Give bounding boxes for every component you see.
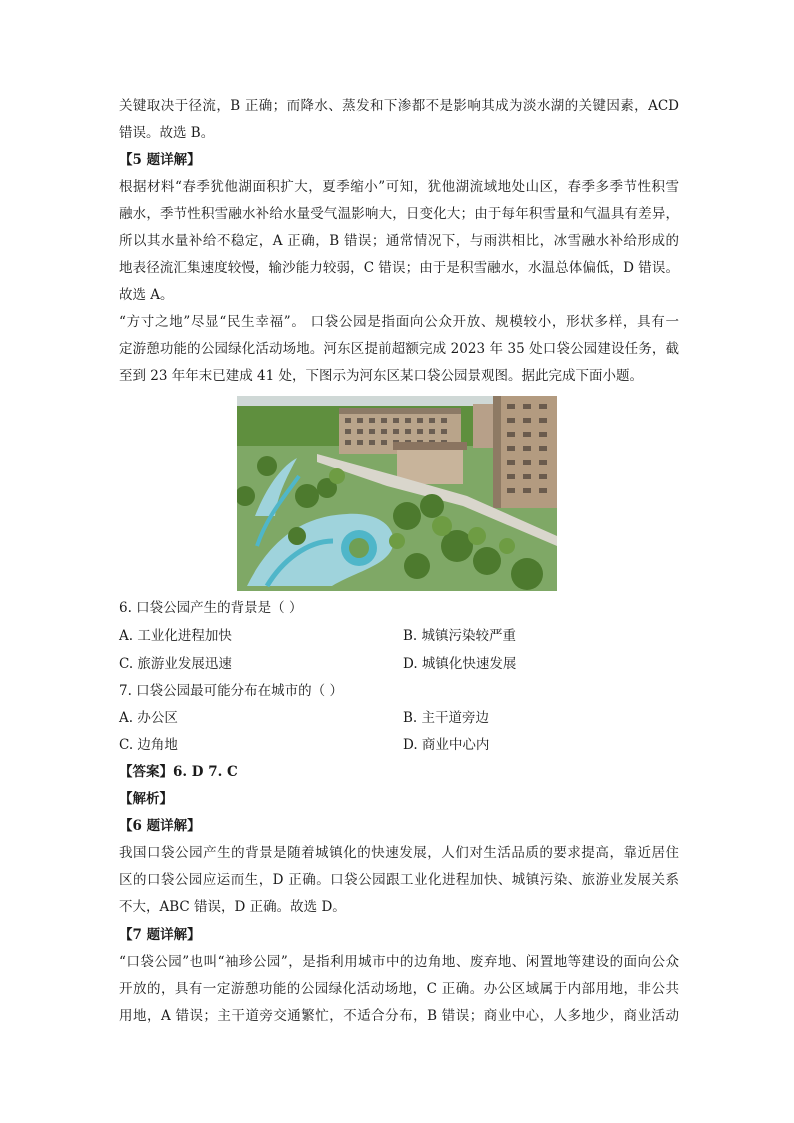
- answer-line: 【答案】6. D 7. C: [119, 764, 238, 780]
- section-heading-6: 【6 题详解】: [119, 818, 201, 834]
- question-6: 6. 口袋公园产生的背景是（ ）: [119, 600, 303, 616]
- option-7d: D. 商业中心内: [403, 737, 490, 753]
- text-line: 不大，ABC 错误，D 正确。故选 D。: [119, 899, 346, 915]
- text-line: 所以其水量补给不稳定，A 正确，B 错误；通常情况下，与雨洪相比，冰雪融水补给形成的: [119, 233, 679, 249]
- text-line: 关键取决于径流，B 正确；而降水、蒸发和下渗都不是影响其成为淡水湖的关键因素，ACD: [119, 98, 679, 114]
- text-line: “口袋公园”也叫“袖珍公园”，是指利用城市中的边角地、废弃地、闲置地等建设的面向公众: [119, 954, 679, 970]
- section-heading-5: 【5 题详解】: [119, 152, 201, 168]
- text-line: 定游憩功能的公园绿化活动场地。河东区提前超额完成 2023 年 35 处口袋公园建设任务，截: [119, 341, 679, 357]
- text-line: 故选 A。: [119, 287, 174, 303]
- question-7: 7. 口袋公园最可能分布在城市的（ ）: [119, 683, 343, 699]
- text-line: “方寸之地”尽显“民生幸福”。 口袋公园是指面向公众开放、规模较小，形状多样，具有一: [119, 314, 679, 330]
- text-line: 区的口袋公园应运而生，D 正确。口袋公园跟工业化进程加快、城镇污染、旅游业发展关系: [119, 872, 679, 888]
- option-6d: D. 城镇化快速发展: [403, 656, 517, 672]
- section-heading-7: 【7 题详解】: [119, 927, 201, 943]
- option-7b: B. 主干道旁边: [403, 710, 490, 726]
- analysis-heading: 【解析】: [119, 791, 173, 807]
- text-line: 地表径流汇集速度较慢，输沙能力较弱，C 错误；由于是积雪融水，水温总体偏低，D 错误。: [119, 260, 680, 276]
- text-line: 我国口袋公园产生的背景是随着城镇化的快速发展，人们对生活品质的要求提高，靠近居住: [119, 845, 679, 861]
- option-6b: B. 城镇污染较严重: [403, 628, 517, 644]
- text-line: 开放的，具有一定游憩功能的公园绿化活动场地，C 正确。办公区域属于内部用地，非公共: [119, 981, 679, 997]
- text-line: 错误。故选 B。: [119, 125, 215, 141]
- text-line: 根据材料“春季犹他湖面积扩大，夏季缩小”可知，犹他湖流域地处山区，春季多季节性积雪: [119, 179, 679, 195]
- option-7a: A. 办公区: [119, 710, 178, 726]
- text-line: 至到 23 年年末已建成 41 处，下图示为河东区某口袋公园景观图。据此完成下面小题。: [119, 368, 644, 384]
- option-6a: A. 工业化进程加快: [119, 628, 232, 644]
- text-line: 用地，A 错误；主干道旁交通繁忙，不适合分布，B 错误；商业中心，人多地少，商业活动: [119, 1008, 679, 1024]
- option-6c: C. 旅游业发展迅速: [119, 656, 232, 672]
- option-7c: C. 边角地: [119, 737, 178, 753]
- pocket-park-photo: [237, 396, 557, 591]
- text-line: 融水，季节性积雪融水补给水量受气温影响大，日变化大；由于每年积雪量和气温具有差异，: [119, 206, 679, 222]
